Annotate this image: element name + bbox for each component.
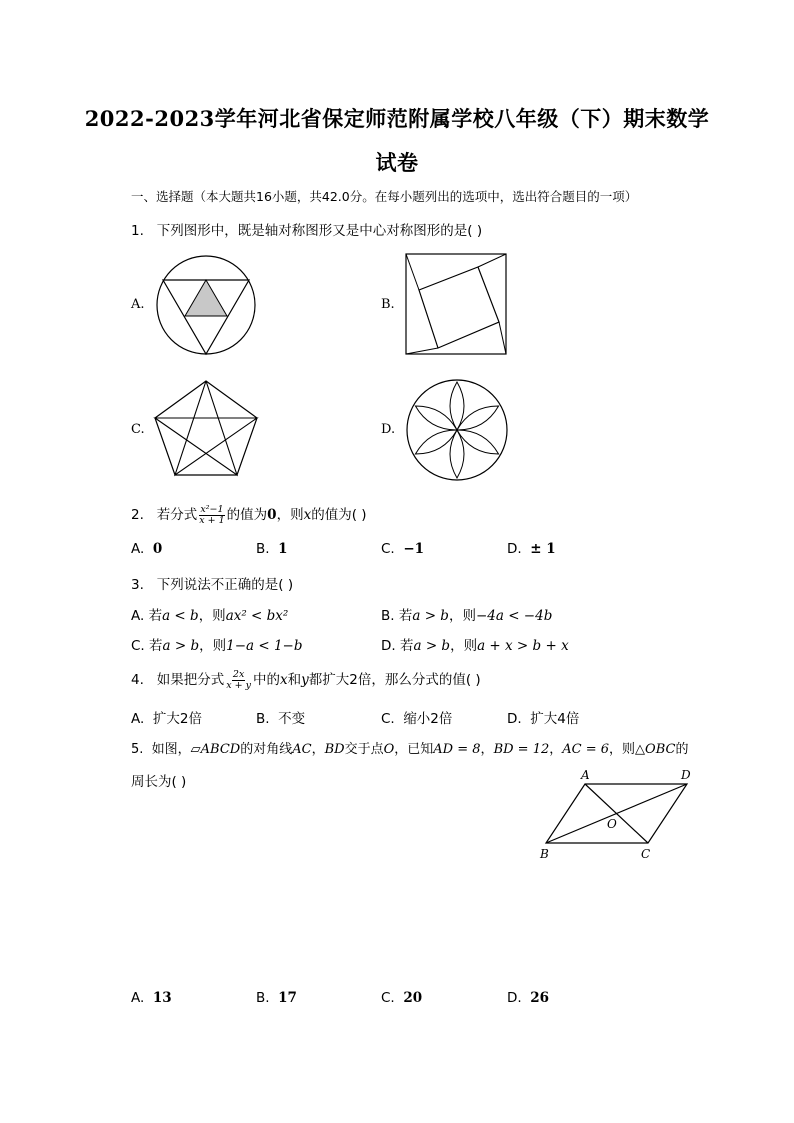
q5-option-b (256, 990, 297, 1006)
option-condition: a < b (162, 608, 199, 624)
q5-option-c (381, 990, 422, 1006)
option-label: D. (507, 541, 522, 557)
option-d-label: D. (381, 422, 396, 437)
fraction-denominator: x + 1 (199, 514, 225, 526)
option-value: 不变 (278, 711, 306, 727)
option-label: C. (381, 711, 395, 727)
option-result: a + x > b + x (477, 638, 569, 654)
option-label: D. (507, 990, 522, 1006)
fraction-denominator: x + y (226, 679, 251, 691)
q5-math: BD = 12 (493, 742, 550, 757)
q2-value: 0 (267, 507, 277, 523)
vertex-o-label: O (607, 817, 617, 831)
q4-variable-y: y (301, 672, 309, 688)
option-b-label: B. (381, 297, 395, 312)
fraction (198, 505, 225, 526)
q2-option-b (256, 541, 288, 557)
q2-variable: x (303, 507, 312, 523)
figure-circle-triangle (155, 254, 257, 356)
q5-math: AD = 8 (433, 742, 481, 757)
question-stem: 下列说法不正确的是( ) (156, 577, 294, 593)
option-label: D. 若 (381, 638, 414, 654)
q5-text: 的 (675, 742, 689, 757)
option-connector: ，则 (450, 638, 478, 654)
q5-math: O (383, 742, 395, 757)
option-value: 17 (278, 990, 297, 1006)
q3-option-a (131, 604, 288, 624)
option-value: 13 (152, 990, 172, 1006)
question-number: 4. (131, 672, 144, 688)
q5-text: ，已知 (394, 742, 434, 757)
q5-text: ，则 (609, 742, 636, 757)
vertex-a-label: A (581, 768, 590, 782)
option-label: A. (131, 541, 145, 557)
option-value: 26 (530, 990, 550, 1006)
section-heading: 一、选择题（本大题共16小题，共42.0分。在每小题列出的选项中，选出符合题目的一项） (131, 189, 638, 204)
q4-option-b (256, 707, 305, 727)
option-label: C. 若 (131, 638, 163, 654)
q4-variable-x: x (280, 672, 288, 688)
option-result: ax² < bx² (225, 608, 289, 624)
q5-option-a (131, 990, 172, 1006)
q5-math: AC (292, 742, 312, 757)
option-label: C. (381, 990, 395, 1006)
figure-parallelogram (535, 764, 700, 864)
q2-option-c (381, 541, 424, 557)
figure-flower (405, 378, 509, 482)
question-number: 5. (131, 742, 144, 757)
option-value: 1 (278, 541, 288, 557)
page-title-continued: 试卷 (375, 150, 419, 175)
option-value: ± 1 (530, 541, 556, 557)
option-label: B. (256, 541, 270, 557)
option-value: 缩小2倍 (403, 711, 453, 727)
option-label: D. (507, 711, 522, 727)
page-title: 2022-2023学年河北省保定师范附属学校八年级（下）期末数学 (84, 106, 710, 131)
question-number: 1. (131, 223, 144, 239)
option-result: −4a < −4b (475, 608, 553, 624)
q5-math: ABCD (200, 742, 241, 757)
option-label: A. (131, 711, 145, 727)
option-value: 20 (403, 990, 423, 1006)
question-4 (131, 668, 481, 691)
q4-text-pre: 如果把分式 (156, 672, 225, 688)
q5-text: ， (311, 742, 325, 757)
q3-option-c (131, 634, 303, 654)
question-5 (131, 738, 688, 757)
q2-text-pre: 若分式 (156, 507, 198, 523)
question-2 (131, 503, 367, 526)
q3-option-b (381, 604, 552, 624)
option-connector: ，则 (448, 608, 476, 624)
option-label: B. 若 (381, 608, 413, 624)
q5-text: 如图，▱ (151, 742, 201, 757)
option-condition: a > b (412, 608, 449, 624)
q2-option-d (507, 541, 556, 557)
q2-text-post: 的值为( ) (311, 507, 367, 523)
option-value: 扩大4倍 (530, 711, 580, 727)
vertex-b-label: B (540, 847, 549, 861)
q4-text-post: 都扩大2倍，那么分式的值( ) (308, 672, 481, 688)
q2-option-a (131, 541, 162, 557)
option-condition: a > b (162, 638, 200, 654)
q3-option-d (381, 634, 569, 654)
question-1 (131, 219, 482, 239)
q2-text-mid: 的值为 (226, 507, 268, 523)
option-value: 0 (152, 541, 163, 557)
q5-text: ， (480, 742, 494, 757)
q4-text-and: 和 (287, 672, 302, 688)
question-number: 2. (131, 507, 144, 523)
question-number: 3. (131, 577, 144, 593)
fraction-numerator: x²−1 (200, 503, 224, 515)
q5-text: ， (549, 742, 563, 757)
q5-text: 交于点 (344, 742, 384, 757)
option-label: A. (131, 990, 145, 1006)
option-value: −1 (403, 541, 425, 557)
option-label: A. 若 (131, 608, 163, 624)
question-5-continued: 周长为( ) (131, 774, 187, 790)
option-connector: ，则 (199, 638, 227, 654)
q5-math: AC = 6 (562, 742, 610, 757)
q5-math: △OBC (635, 742, 676, 757)
q5-text: 的对角线 (240, 742, 293, 757)
option-connector: ，则 (198, 608, 226, 624)
q4-option-c (381, 707, 452, 727)
option-a-label: A. (131, 297, 145, 312)
q5-math: BD (324, 742, 345, 757)
option-result: 1−a < 1−b (226, 638, 303, 654)
q2-text-comma: ，则 (276, 507, 304, 523)
fraction-numerator: 2x (232, 668, 245, 680)
option-label: B. (256, 711, 270, 727)
figure-square-rotated (405, 253, 507, 355)
q5-option-d (507, 990, 549, 1006)
vertex-c-label: C (641, 847, 651, 861)
vertex-d-label: D (681, 768, 691, 782)
option-value: 扩大2倍 (152, 711, 202, 727)
question-3 (131, 573, 293, 593)
q4-option-a (131, 707, 202, 727)
q4-option-d (507, 707, 579, 727)
option-label: B. (256, 990, 270, 1006)
option-condition: a > b (413, 638, 451, 654)
question-stem: 下列图形中，既是轴对称图形又是中心对称图形的是( ) (156, 223, 483, 239)
q4-text-mid: 中的 (253, 672, 280, 688)
option-label: C. (381, 541, 395, 557)
figure-pentagram (151, 378, 261, 478)
option-c-label: C. (131, 422, 145, 437)
fraction (225, 670, 252, 691)
